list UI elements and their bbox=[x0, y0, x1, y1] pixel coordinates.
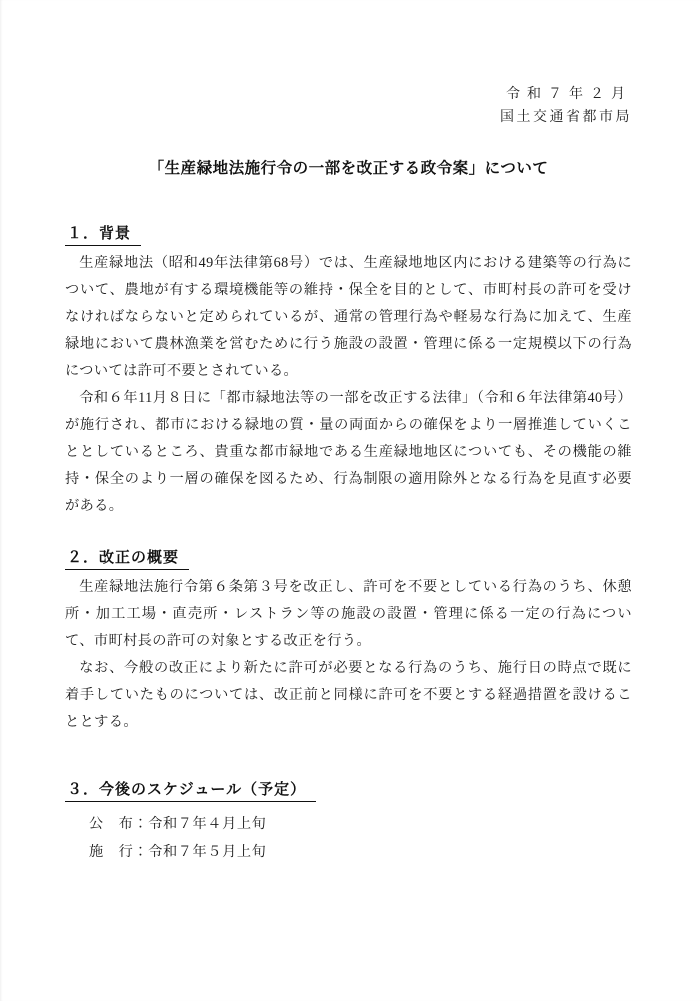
section-background-heading: １．背景 bbox=[65, 222, 141, 246]
document-title: 「生産緑地法施行令の一部を改正する政令案」について bbox=[148, 160, 549, 177]
date-line: 令和７年２月 bbox=[506, 87, 632, 102]
section-background bbox=[65, 222, 632, 520]
background-paragraph-1: 生産緑地法（昭和49年法律第68号）では、生産緑地地区内における建築等の行為について、農地が有する環境機能等の維持・保全を目的として、市町村長の許可を受けなければならないと定められているが、通常の管理行為や軽易な行為に加えて、生産緑地において農林漁業を営むために行う施設の設置・管理に係る一定規模以下の行為については許可不要とされている。 bbox=[65, 255, 632, 379]
section-schedule-heading: ３．今後のスケジュール（予定） bbox=[65, 778, 316, 802]
section-amendment-overview bbox=[65, 546, 632, 736]
schedule-enforcement: 施 行：令和７年５月上旬 bbox=[89, 844, 267, 860]
schedule-list bbox=[89, 810, 632, 866]
amendment-paragraph-1: 生産緑地法施行令第６条第３号を改正し、許可を不要としている行為のうち、休憩所・加工工場・直売所・レストラン等の施設の設置・管理に係る一定の行為について、市町村長の許可の対象とする改正を行う。 bbox=[65, 579, 632, 649]
document-header bbox=[65, 83, 632, 129]
schedule-promulgation: 公 布：令和７年４月上旬 bbox=[89, 816, 267, 832]
background-paragraph-2: 令和６年11月８日に「都市緑地法等の一部を改正する法律」（令和６年法律第40号）が施行され、都市における緑地の質・量の両面からの確保をより一層推進していくこととしているところ、貴重な都市緑地である生産緑地地区についても、その機能の維持・保全のより一層の確保を図るため、行為制限の適用除外となる行為を見直す必要がある。 bbox=[65, 390, 632, 514]
section-schedule bbox=[65, 778, 632, 866]
section-amendment-overview-heading: ２．改正の概要 bbox=[65, 546, 189, 570]
organization-line: 国土交通省都市局 bbox=[500, 110, 632, 125]
amendment-paragraph-2: なお、今般の改正により新たに許可が必要となる行為のうち、施行日の時点で既に着手していたものについては、改正前と同様に許可を不要とする経過措置を設けることとする。 bbox=[65, 660, 632, 730]
